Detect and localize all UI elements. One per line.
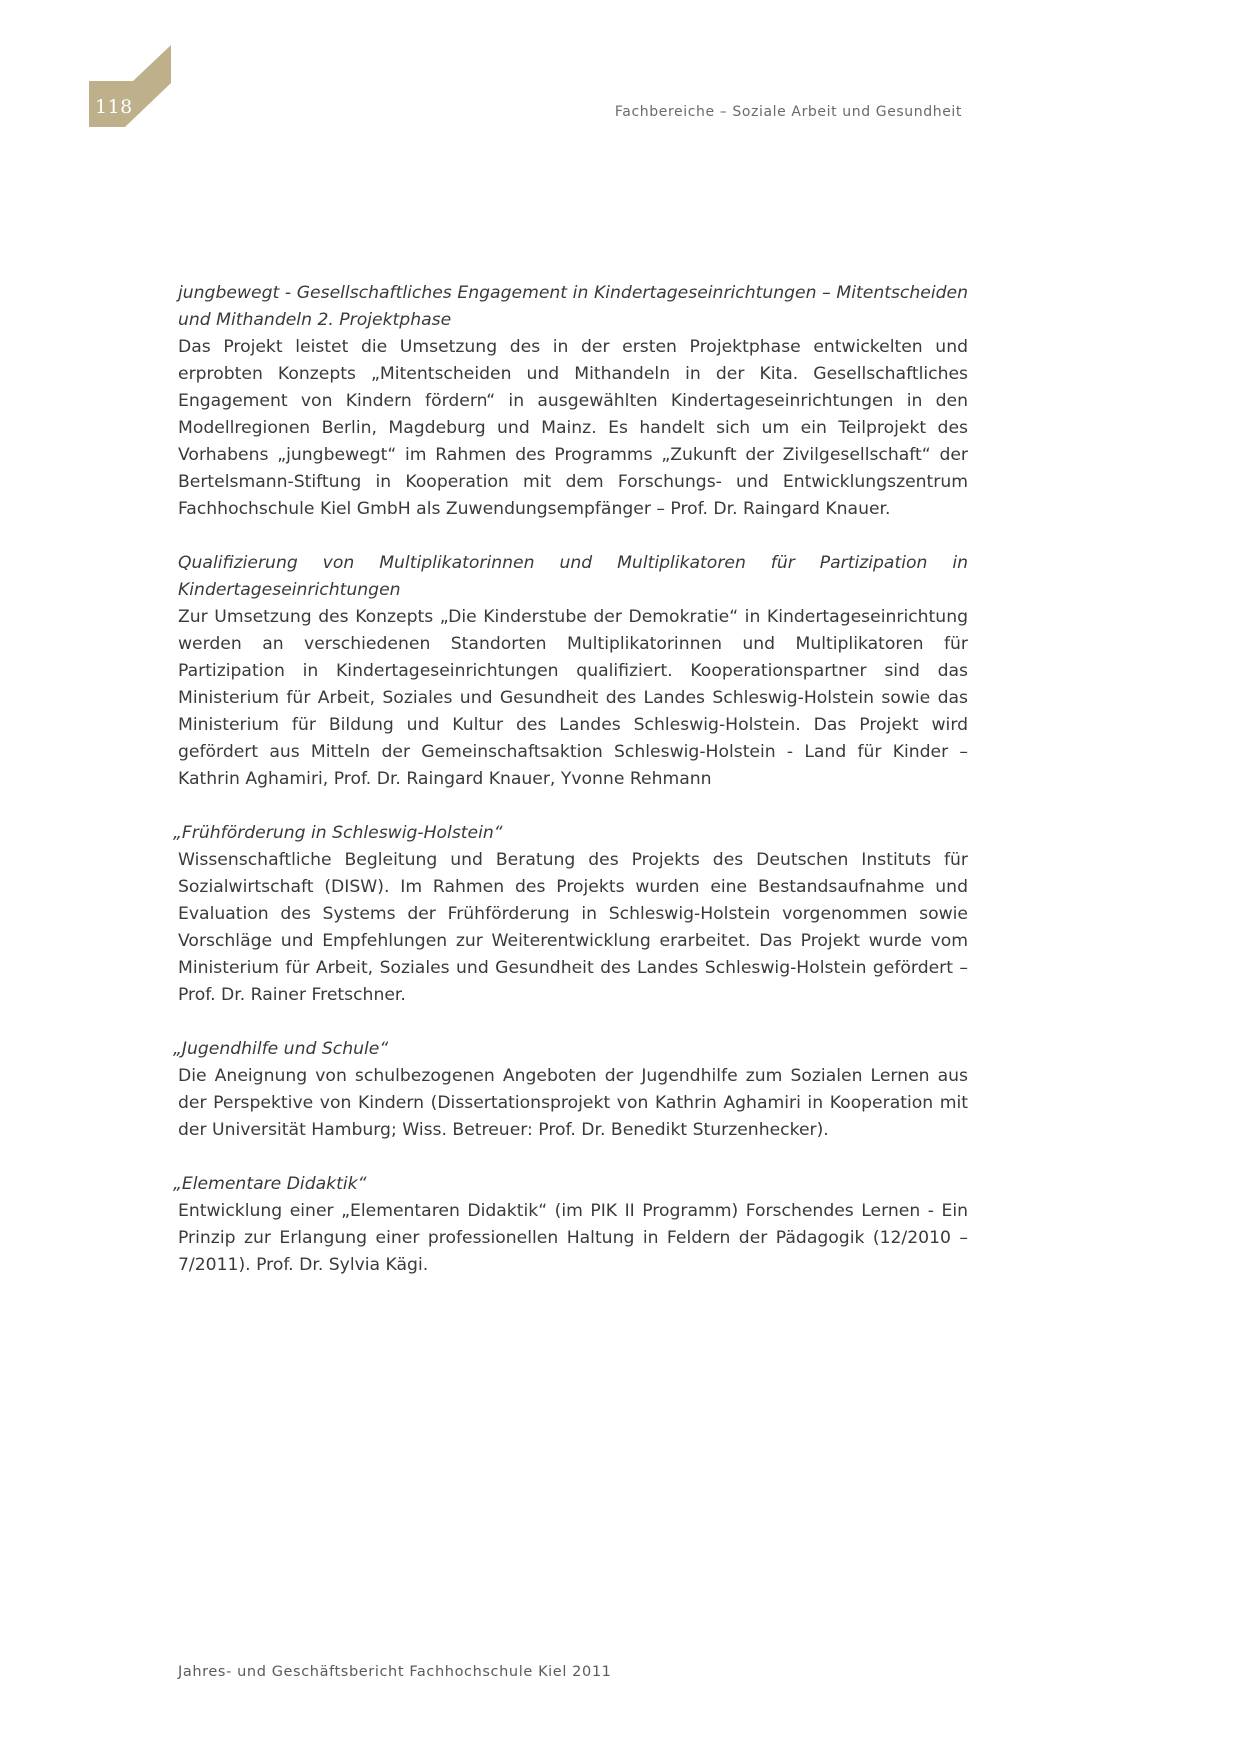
running-head: Fachbereiche – Soziale Arbeit und Gesundheit bbox=[614, 104, 962, 120]
page-footer: Jahres- und Geschäftsbericht Fachhochschule Kiel 2011 bbox=[178, 1664, 612, 1680]
page-number: 118 bbox=[95, 96, 133, 118]
project-description: Entwicklung einer „Elementaren Didaktik“ (im PIK II Programm) Forschendes Lernen - Ein Prinzip zur Erlangung einer professionellen Haltung in Feldern der Pädagogik (12/2010 – 7/2011). Prof. Dr. Sylvia Kägi. bbox=[178, 1201, 968, 1275]
project-entry bbox=[178, 280, 968, 523]
project-title: „Frühförderung in Schleswig-Holstein“ bbox=[173, 823, 503, 843]
project-title: Qualifizierung von Multiplikatorinnen und Multiplikatoren für Partizipation in Kindertageseinrichtungen bbox=[178, 553, 968, 600]
project-entry bbox=[173, 820, 968, 1009]
project-entry bbox=[173, 1036, 968, 1144]
project-entry bbox=[173, 1171, 968, 1279]
project-description: Zur Umsetzung des Konzepts „Die Kinderstube der Demokratie“ in Kindertageseinrichtung werden an verschiedenen Standorten Multiplikatorinnen und Multiplikatoren für Partizipation in Kindertageseinrichtungen qualifiziert. Kooperationspartner sind das Ministerium für Arbeit, Soziales und Gesundheit des Landes Schleswig-Holstein sowie das Ministerium für Bildung und Kultur des Landes Schleswig-Holstein. Das Projekt wird gefördert aus Mitteln der Gemeinschaftsaktion Schleswig-Holstein - Land für Kinder – Kathrin Aghamiri, Prof. Dr. Raingard Knauer, Yvonne Rehmann bbox=[178, 607, 968, 789]
project-description: Wissenschaftliche Begleitung und Beratung des Projekts des Deutschen Instituts für Sozialwirtschaft (DISW). Im Rahmen des Projekts wurden eine Bestandsaufnahme und Evaluation des Systems der Frühförderung in Schleswig-Holstein vorgenommen sowie Vorschläge und Empfehlungen zur Weiterentwicklung erarbeitet. Das Projekt wurde vom Ministerium für Arbeit, Soziales und Gesundheit des Landes Schleswig-Holstein gefördert – Prof. Dr. Rainer Fretschner. bbox=[178, 850, 968, 1005]
main-content bbox=[173, 280, 968, 1306]
project-title: jungbewegt - Gesellschaftliches Engagement in Kindertageseinrichtungen – Mitentscheiden und Mithandeln 2. Projektphase bbox=[178, 283, 968, 330]
project-description: Das Projekt leistet die Umsetzung des in der ersten Projektphase entwickelten und erprobten Konzepts „Mitentscheiden und Mithandeln in der Kita. Gesellschaftliches Engagement von Kindern fördern“ in ausgewählten Kindertageseinrichtungen in den Modellregionen Berlin, Magdeburg und Mainz. Es handelt sich um ein Teilprojekt des Vorhabens „jungbewegt“ im Rahmen des Programms „Zukunft der Zivilgesellschaft“ der Bertelsmann-Stiftung in Kooperation mit dem Forschungs- und Entwicklungszentrum Fachhochschule Kiel GmbH als Zuwendungsempfänger – Prof. Dr. Raingard Knauer. bbox=[178, 337, 968, 519]
page-number-badge bbox=[89, 45, 173, 129]
project-title: „Jugendhilfe und Schule“ bbox=[173, 1039, 389, 1059]
project-description: Die Aneignung von schulbezogenen Angeboten der Jugendhilfe zum Sozialen Lernen aus der Perspektive von Kindern (Dissertationsprojekt von Kathrin Aghamiri in Kooperation mit der Universität Hamburg; Wiss. Betreuer: Prof. Dr. Benedikt Sturzenhecker). bbox=[178, 1066, 968, 1140]
project-title: „Elementare Didaktik“ bbox=[173, 1174, 367, 1194]
project-entry bbox=[178, 550, 968, 793]
